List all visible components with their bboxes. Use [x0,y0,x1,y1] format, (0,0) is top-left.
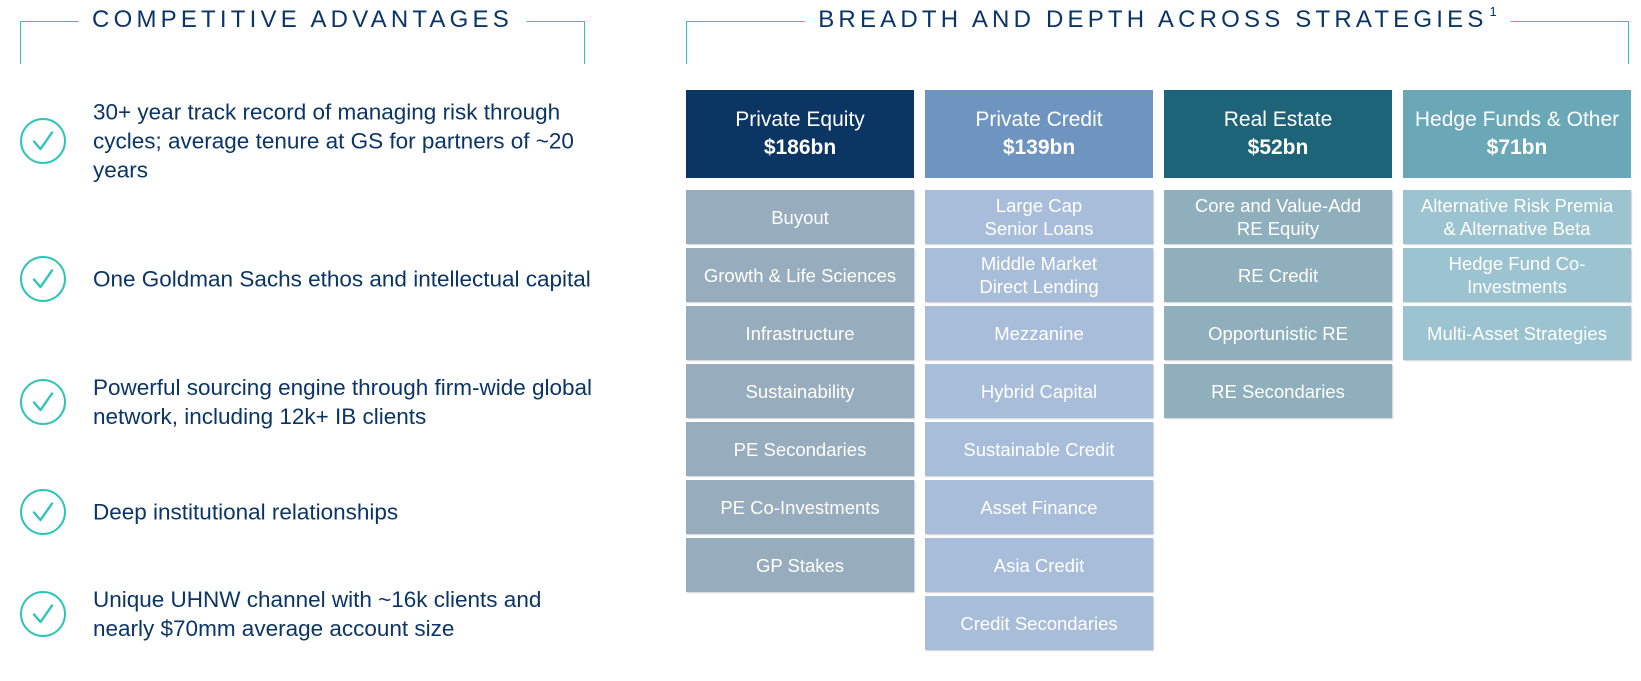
strategy-header-real-estate [1164,90,1392,178]
strategy-aum: $71bn [1486,136,1548,159]
strategy-cell: Opportunistic RE [1164,306,1392,360]
strategy-column-real-estate [1164,90,1392,418]
strategy-aum: $52bn [1247,136,1309,159]
strategy-name: Private Credit [975,108,1103,131]
strategy-cell: Hedge Fund Co- Investments [1403,248,1631,302]
strategy-cell: Large Cap Senior Loans [925,190,1153,244]
strategy-name: Real Estate [1223,108,1333,131]
competitive-advantages-title: COMPETITIVE ADVANTAGES [78,6,527,34]
strategy-aum: $139bn [1002,136,1076,159]
strategy-cell: Multi-Asset Strategies [1403,306,1631,360]
strategy-cells [925,190,1153,650]
strategy-cell: RE Credit [1164,248,1392,302]
checkmark-circle-icon [20,591,66,637]
strategy-header-hedge-funds-other [1403,90,1631,178]
strategy-cell: GP Stakes [686,538,914,592]
strategy-column-private-credit [925,90,1153,650]
strategy-cell: Core and Value-Add RE Equity [1164,190,1392,244]
strategy-column-hedge-funds-other [1403,90,1631,360]
strategy-cell: Credit Secondaries [925,596,1153,650]
strategy-cell: Sustainable Credit [925,422,1153,476]
advantage-text: Powerful sourcing engine through firm-wide global network, including 12k+ IB clients [93,375,593,429]
checkmark-circle-icon [20,256,66,302]
advantage-item [20,372,620,432]
strategy-aum: $186bn [763,136,837,159]
strategy-cells [686,190,914,592]
strategy-cell: Alternative Risk Premia & Alternative Beta [1403,190,1631,244]
strategy-cell: Asset Finance [925,480,1153,534]
strategy-header-private-credit [925,90,1153,178]
strategy-cell: RE Secondaries [1164,364,1392,418]
strategy-name: Hedge Funds & Other [1414,108,1620,131]
strategy-cell: Growth & Life Sciences [686,248,914,302]
strategy-cell: Infrastructure [686,306,914,360]
strategies-title-text: BREADTH AND DEPTH ACROSS STRATEGIES [818,6,1488,33]
advantage-item [20,249,620,309]
footnote-marker: 1 [1489,4,1497,19]
strategy-header-private-equity [686,90,914,178]
strategy-cells [1403,190,1631,360]
advantage-text: 30+ year track record of managing risk through cycles; average tenure at GS for partners of ~20 years [93,99,574,183]
checkmark-circle-icon [20,379,66,425]
advantage-item [20,584,620,644]
strategy-cell: Hybrid Capital [925,364,1153,418]
advantage-text: Deep institutional relationships [93,499,399,525]
advantage-text: Unique UHNW channel with ~16k clients and nearly $70mm average account size [93,587,542,641]
strategies-header [686,0,1629,64]
checkmark-circle-icon [20,489,66,535]
strategy-cell: Sustainability [686,364,914,418]
strategies-title [804,6,1511,34]
strategy-cell: Asia Credit [925,538,1153,592]
strategy-cells [1164,190,1392,418]
advantage-text: One Goldman Sachs ethos and intellectual capital [93,266,591,292]
strategy-cell: Middle Market Direct Lending [925,248,1153,302]
strategy-cell: PE Secondaries [686,422,914,476]
advantage-item [20,99,620,183]
strategy-cell: Mezzanine [925,306,1153,360]
strategy-cell: Buyout [686,190,914,244]
checkmark-circle-icon [20,118,66,164]
competitive-advantages-header [20,0,585,64]
strategy-cell: PE Co-Investments [686,480,914,534]
strategy-name: Private Equity [735,108,865,131]
strategy-column-private-equity [686,90,914,592]
advantage-item [20,482,620,542]
